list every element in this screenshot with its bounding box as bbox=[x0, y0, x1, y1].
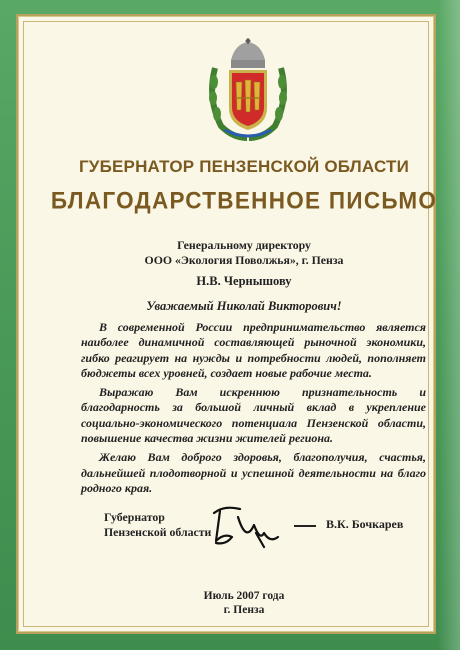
issuer-heading: ГУБЕРНАТОР ПЕНЗЕНСКОЙ ОБЛАСТИ bbox=[78, 157, 410, 176]
body-paragraph: Желаю Вам доброго здоровья, благополучия, счастья, дальнейшей плодотворной и успешной деятельности на благо родного края. bbox=[81, 450, 426, 495]
signature-dash bbox=[294, 525, 316, 527]
salutation: Уважаемый Николай Викторович! bbox=[146, 299, 342, 313]
letter-place: г. Пенза bbox=[223, 604, 265, 616]
signatory-name: В.К. Бочкарев bbox=[326, 517, 404, 531]
addressee-block bbox=[18, 238, 460, 268]
signatory-title bbox=[104, 510, 211, 540]
handwritten-signature bbox=[206, 503, 290, 549]
body-paragraph: Выражаю Вам искреннюю признательность и благодарность за большой личный вклад в укрепление социально-экономического потенциала Пензенской области, повышение качества жизни жителей региона. bbox=[81, 385, 426, 446]
addressee-position: Генеральному директору bbox=[177, 238, 311, 252]
addressee-name: Н.В. Чернышову bbox=[196, 274, 292, 288]
letter-date: Июль 2007 года bbox=[203, 590, 285, 602]
letter-body bbox=[81, 320, 426, 500]
signatory-title-line: Пензенской области bbox=[104, 525, 212, 539]
body-paragraph: В современной России предпринимательство является наиболее динамичной составляющей рыночной экономики, гибко реагирует на нужды и потребности людей, пополняет бюджеты всех уровней, создает новые рабочие места. bbox=[81, 320, 426, 380]
letter-sheet bbox=[16, 14, 436, 634]
signatory-title-line: Губернатор bbox=[104, 510, 165, 524]
addressee-company: ООО «Экология Поволжья», г. Пенза bbox=[144, 253, 344, 267]
date-place-block bbox=[18, 589, 460, 617]
document-title: БЛАГОДАРСТВЕННОЕ ПИСЬМО bbox=[50, 187, 438, 214]
coat-of-arms-icon bbox=[205, 38, 291, 142]
